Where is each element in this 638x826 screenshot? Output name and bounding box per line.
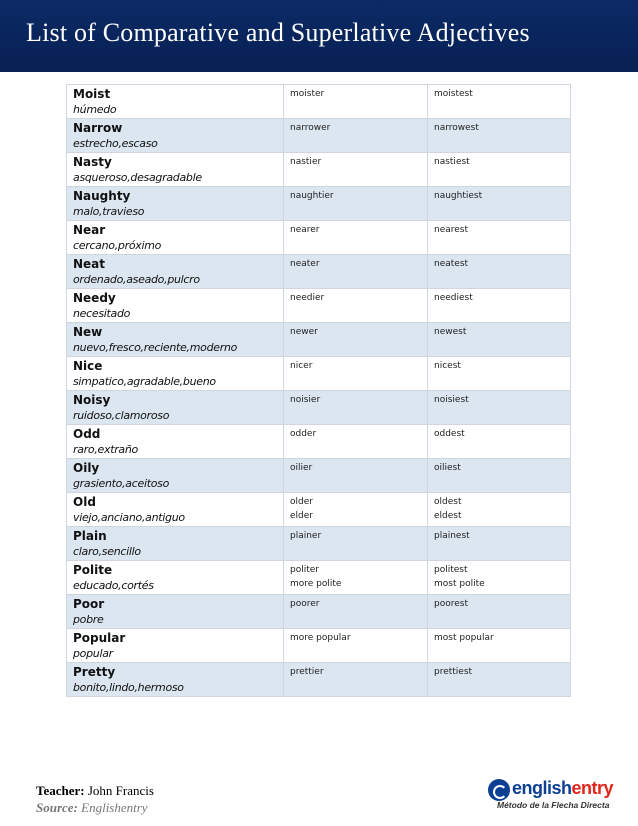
comparative-form: prettier [290, 667, 324, 677]
comparative-form: neater [290, 259, 320, 269]
adjective-cell [67, 527, 284, 561]
comparative-cell [284, 663, 428, 697]
comparative-form: oilier [290, 463, 313, 473]
superlative-cell [428, 595, 571, 629]
table-row [67, 663, 571, 697]
superlative-form: oiliest [434, 463, 461, 473]
comparative-cell [284, 153, 428, 187]
comparative-cell [284, 357, 428, 391]
comparative-cell [284, 595, 428, 629]
superlative-form: most polite [434, 579, 485, 589]
logo-arrow-icon [488, 779, 510, 801]
table-row [67, 459, 571, 493]
superlative-form: newest [434, 327, 467, 337]
adjective-translation: raro,extraño [73, 443, 138, 456]
adjective-translation: ruidoso,clamoroso [73, 409, 170, 422]
adjective-cell [67, 493, 284, 527]
superlative-form: nearest [434, 225, 469, 235]
footer-credits [36, 782, 154, 816]
logo-tagline: Método de la Flecha Directa [497, 800, 610, 810]
adjective-cell [67, 255, 284, 289]
adjective-cell [67, 119, 284, 153]
superlative-cell [428, 629, 571, 663]
superlative-cell [428, 391, 571, 425]
comparative-form: needier [290, 293, 325, 303]
adjective-word: Odd [73, 427, 101, 441]
adjective-word: New [73, 325, 103, 339]
comparative-form: more polite [290, 579, 342, 589]
comparative-form: plainer [290, 531, 322, 541]
adjective-translation: simpatico,agradable,bueno [73, 375, 216, 388]
adjective-translation: húmedo [73, 103, 117, 116]
superlative-cell [428, 357, 571, 391]
adjectives-table-body [67, 85, 571, 697]
adjective-translation: grasiento,aceitoso [73, 477, 170, 490]
table-row [67, 289, 571, 323]
table-row [67, 357, 571, 391]
table-row [67, 595, 571, 629]
comparative-cell [284, 391, 428, 425]
adjective-cell [67, 391, 284, 425]
logo-brand-prefix: english [512, 778, 572, 798]
comparative-cell [284, 629, 428, 663]
adjective-translation: ordenado,aseado,pulcro [73, 273, 200, 286]
teacher-line [36, 782, 154, 799]
comparative-form: moister [290, 89, 325, 99]
comparative-form: nearer [290, 225, 320, 235]
adjective-translation: pobre [73, 613, 104, 626]
superlative-cell [428, 323, 571, 357]
adjective-cell [67, 221, 284, 255]
adjective-translation: bonito,lindo,hermoso [73, 681, 184, 694]
superlative-cell [428, 425, 571, 459]
comparative-cell [284, 221, 428, 255]
adjective-cell [67, 323, 284, 357]
table-row [67, 527, 571, 561]
superlative-form: plainest [434, 531, 470, 541]
adjective-word: Plain [73, 529, 107, 543]
table-row [67, 221, 571, 255]
superlative-form: eldest [434, 511, 462, 521]
comparative-form: nicer [290, 361, 313, 371]
comparative-form: poorer [290, 599, 320, 609]
adjective-translation: nuevo,fresco,reciente,moderno [73, 341, 238, 354]
source-name: Englishentry [81, 800, 148, 815]
adjective-translation: asqueroso,desagradable [73, 171, 202, 184]
superlative-form: politest [434, 565, 468, 575]
adjective-word: Nice [73, 359, 103, 373]
adjective-translation: estrecho,escaso [73, 137, 158, 150]
superlative-cell [428, 527, 571, 561]
comparative-form: noisier [290, 395, 321, 405]
adjective-word: Nasty [73, 155, 112, 169]
superlative-form: noisiest [434, 395, 469, 405]
comparative-cell [284, 289, 428, 323]
superlative-form: prettiest [434, 667, 473, 677]
teacher-name: John Francis [87, 783, 154, 798]
adjective-translation: claro,sencillo [73, 545, 141, 558]
source-label: Source: [36, 800, 78, 815]
comparative-form: newer [290, 327, 318, 337]
superlative-form: nicest [434, 361, 461, 371]
superlative-form: narrowest [434, 123, 479, 133]
teacher-label: Teacher: [36, 783, 85, 798]
superlative-form: oddest [434, 429, 465, 439]
comparative-form: elder [290, 511, 313, 521]
comparative-form: nastier [290, 157, 322, 167]
table-row [67, 391, 571, 425]
adjective-cell [67, 629, 284, 663]
table-row [67, 119, 571, 153]
comparative-cell [284, 119, 428, 153]
adjective-cell [67, 663, 284, 697]
comparative-cell [284, 425, 428, 459]
adjective-word: Polite [73, 563, 113, 577]
superlative-cell [428, 119, 571, 153]
superlative-cell [428, 561, 571, 595]
superlative-form: moistest [434, 89, 473, 99]
superlative-cell [428, 459, 571, 493]
adjective-translation: popular [73, 647, 113, 660]
table-row [67, 629, 571, 663]
comparative-cell [284, 527, 428, 561]
adjective-cell [67, 357, 284, 391]
adjective-word: Naughty [73, 189, 131, 203]
adjective-cell [67, 425, 284, 459]
superlative-cell [428, 153, 571, 187]
adjective-translation: viejo,anciano,antiguo [73, 511, 185, 524]
comparative-form: naughtier [290, 191, 334, 201]
table-row [67, 561, 571, 595]
page-header [0, 0, 638, 72]
superlative-cell [428, 85, 571, 119]
adjective-cell [67, 187, 284, 221]
englishentry-logo [488, 778, 624, 810]
adjective-word: Pretty [73, 665, 116, 679]
adjective-translation: malo,travieso [73, 205, 145, 218]
adjective-word: Old [73, 495, 96, 509]
adjective-cell [67, 153, 284, 187]
superlative-cell [428, 187, 571, 221]
adjective-word: Oily [73, 461, 100, 475]
comparative-cell [284, 85, 428, 119]
adjective-translation: cercano,próximo [73, 239, 162, 252]
adjective-word: Moist [73, 87, 111, 101]
adjective-word: Narrow [73, 121, 123, 135]
comparative-form: narrower [290, 123, 331, 133]
superlative-cell [428, 289, 571, 323]
logo-brand [512, 778, 613, 799]
superlative-cell [428, 493, 571, 527]
superlative-form: naughtiest [434, 191, 483, 201]
comparative-form: odder [290, 429, 317, 439]
superlative-cell [428, 663, 571, 697]
comparative-form: politer [290, 565, 319, 575]
page-title: List of Comparative and Superlative Adjectives [26, 18, 530, 47]
adjective-word: Popular [73, 631, 126, 645]
superlative-form: poorest [434, 599, 468, 609]
adjective-cell [67, 595, 284, 629]
table-row [67, 153, 571, 187]
table-row [67, 323, 571, 357]
superlative-form: nastiest [434, 157, 470, 167]
adjectives-table [66, 84, 571, 697]
adjective-translation: necesitado [73, 307, 131, 320]
superlative-cell [428, 255, 571, 289]
logo-brand-suffix: entry [571, 778, 614, 798]
adjective-word: Poor [73, 597, 105, 611]
comparative-cell [284, 459, 428, 493]
superlative-form: neatest [434, 259, 469, 269]
adjective-word: Near [73, 223, 106, 237]
superlative-cell [428, 221, 571, 255]
source-line [36, 799, 154, 816]
superlative-form: most popular [434, 633, 494, 643]
comparative-form: more popular [290, 633, 351, 643]
superlative-form: neediest [434, 293, 473, 303]
comparative-cell [284, 561, 428, 595]
table-row [67, 187, 571, 221]
comparative-cell [284, 493, 428, 527]
adjective-cell [67, 289, 284, 323]
adjective-cell [67, 561, 284, 595]
comparative-cell [284, 323, 428, 357]
table-row [67, 85, 571, 119]
adjective-cell [67, 85, 284, 119]
table-row [67, 493, 571, 527]
table-row [67, 425, 571, 459]
adjective-word: Neat [73, 257, 106, 271]
comparative-cell [284, 255, 428, 289]
adjective-translation: educado,cortés [73, 579, 154, 592]
adjective-word: Needy [73, 291, 116, 305]
comparative-cell [284, 187, 428, 221]
table-row [67, 255, 571, 289]
adjective-cell [67, 459, 284, 493]
comparative-form: older [290, 497, 313, 507]
adjective-word: Noisy [73, 393, 111, 407]
superlative-form: oldest [434, 497, 462, 507]
